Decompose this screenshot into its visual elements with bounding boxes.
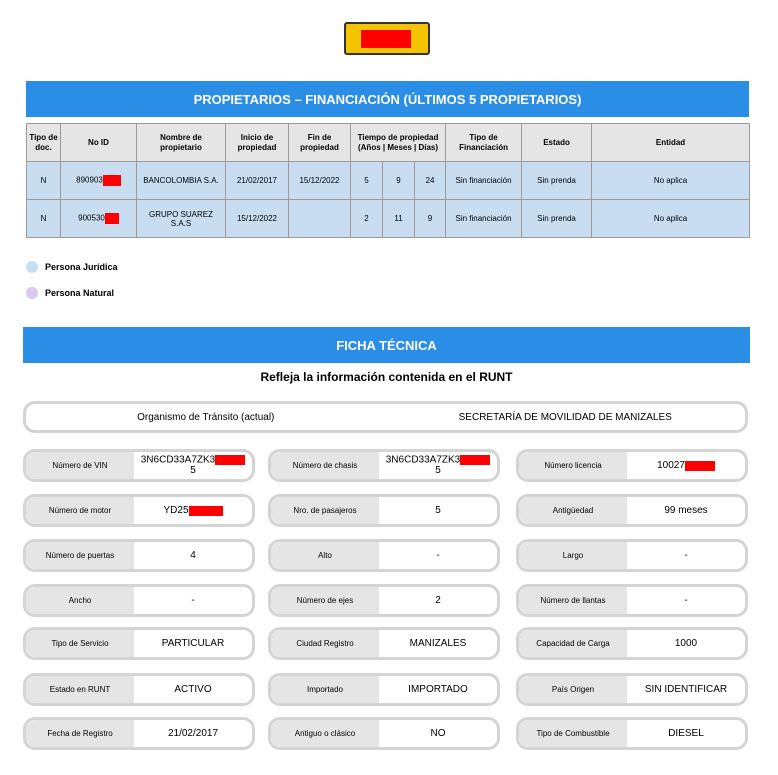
id-redaction: [103, 175, 121, 186]
field-llantas: [516, 584, 748, 617]
motor-redaction: [189, 506, 223, 516]
field-fecha-registro: [23, 717, 255, 750]
field-value: 10027: [627, 452, 745, 479]
cell-entidad: No aplica: [592, 162, 750, 200]
field-vin: [23, 449, 255, 482]
field-value: 21/02/2017: [167, 727, 219, 739]
organismo-value: SECRETARÍA DE MOVILIDAD DE MANIZALES: [458, 411, 672, 423]
licencia-redaction: [685, 461, 715, 471]
legend-label: Persona Jurídica: [45, 262, 118, 272]
cell-financiacion: Sin financiación: [446, 200, 522, 238]
field-ancho: [23, 584, 255, 617]
table-row: [27, 200, 750, 238]
cell-meses: 11: [383, 200, 415, 238]
chasis-redaction: [460, 455, 490, 465]
cell-dias: 9: [415, 200, 446, 238]
field-label: Tipo de Servicio: [26, 630, 134, 657]
field-value: MANIZALES: [409, 637, 467, 649]
field-puertas: [23, 539, 255, 572]
col-header: No ID: [61, 124, 137, 162]
field-combustible: [516, 717, 748, 750]
field-antiguo: [268, 717, 500, 750]
field-antiguedad: [516, 494, 748, 527]
field-largo: [516, 539, 748, 572]
cell-dias: 24: [415, 162, 446, 200]
cell-id: 900530: [61, 200, 137, 238]
cell-fin: [289, 200, 351, 238]
field-label: Número licencia: [519, 452, 627, 479]
field-label: Antigüedad: [519, 497, 627, 524]
field-value: 1000: [674, 637, 698, 649]
field-value: -: [684, 594, 688, 606]
field-label: Fecha de Registro: [26, 720, 134, 747]
field-importado: [268, 673, 500, 706]
field-estado-runt: [23, 673, 255, 706]
legend-label: Persona Natural: [45, 288, 115, 298]
field-label: Ancho: [26, 587, 134, 614]
field-label: Número de ejes: [271, 587, 379, 614]
legend-juridica: [26, 261, 118, 273]
cell-meses: 9: [383, 162, 415, 200]
field-label: Antiguo o clásico: [271, 720, 379, 747]
table-row: [27, 162, 750, 200]
field-value: ACTIVO: [174, 683, 212, 695]
field-value: 99 meses: [664, 504, 708, 516]
field-ejes: [268, 584, 500, 617]
field-value: YD25: [134, 497, 252, 524]
cell-id: 890903: [61, 162, 137, 200]
cell-estado: Sin prenda: [522, 162, 592, 200]
field-value: DIESEL: [668, 727, 704, 739]
field-value: 3N6CD33A7ZK3 5: [134, 452, 252, 479]
field-label: Capacidad de Carga: [519, 630, 627, 657]
cell-entidad: No aplica: [592, 200, 750, 238]
col-header: Estado: [522, 124, 592, 162]
cell-nombre: GRUPO SUAREZ S.A.S: [137, 200, 226, 238]
field-label: Número de puertas: [26, 542, 134, 569]
cell-anios: 2: [351, 200, 383, 238]
field-value: -: [436, 549, 440, 561]
organismo-box: [23, 401, 748, 433]
col-header: Inicio de propiedad: [226, 124, 289, 162]
ficha-banner: FICHA TÉCNICA: [23, 327, 750, 363]
license-plate: [344, 22, 430, 55]
id-redaction: [105, 213, 119, 224]
owners-banner: PROPIETARIOS – FINANCIACIÓN (ÚLTIMOS 5 PROPIETARIOS): [26, 81, 749, 117]
field-label: Largo: [519, 542, 627, 569]
field-chasis: [268, 449, 500, 482]
field-value: -: [684, 549, 688, 561]
cell-financiacion: Sin financiación: [446, 162, 522, 200]
cell-inicio: 15/12/2022: [226, 200, 289, 238]
table-header-row: [27, 124, 750, 162]
cell-estado: Sin prenda: [522, 200, 592, 238]
field-motor: [23, 494, 255, 527]
owners-table: [26, 123, 750, 238]
field-value: 5: [435, 504, 441, 516]
col-header: Tiempo de propiedad (Años | Meses | Días): [351, 124, 446, 162]
cell-anios: 5: [351, 162, 383, 200]
col-header: Nombre de propietario: [137, 124, 226, 162]
col-header: Fin de propiedad: [289, 124, 351, 162]
field-label: Ciudad Registro: [271, 630, 379, 657]
field-label: País Origen: [519, 676, 627, 703]
legend-natural: [26, 287, 114, 299]
cell-nombre: BANCOLOMBIA S.A.: [137, 162, 226, 200]
field-label: Importado: [271, 676, 379, 703]
vin-redaction: [215, 455, 245, 465]
field-capacidad: [516, 627, 748, 660]
field-licencia: [516, 449, 748, 482]
plate-redaction: [361, 30, 411, 48]
field-value: IMPORTADO: [408, 683, 468, 695]
field-value: SIN IDENTIFICAR: [644, 683, 728, 695]
cell-tipo: N: [27, 162, 61, 200]
field-alto: [268, 539, 500, 572]
field-label: Número de llantas: [519, 587, 627, 614]
field-label: Alto: [271, 542, 379, 569]
legend-dot-juridica: [26, 261, 38, 273]
field-servicio: [23, 627, 255, 660]
field-value: 4: [190, 549, 196, 561]
organismo-label: Organismo de Tránsito (actual): [137, 411, 275, 423]
field-label: Nro. de pasajeros: [271, 497, 379, 524]
field-label: Número de chasis: [271, 452, 379, 479]
field-label: Número de VIN: [26, 452, 134, 479]
field-value: -: [191, 594, 195, 606]
field-pais-origen: [516, 673, 748, 706]
field-ciudad: [268, 627, 500, 660]
col-header: Tipo de doc.: [27, 124, 61, 162]
field-value: 2: [435, 594, 441, 606]
cell-fin: 15/12/2022: [289, 162, 351, 200]
cell-tipo: N: [27, 200, 61, 238]
col-header: Tipo de Financiación: [446, 124, 522, 162]
field-value: 3N6CD33A7ZK3 5: [379, 452, 497, 479]
field-label: Tipo de Combustible: [519, 720, 627, 747]
col-header: Entidad: [592, 124, 750, 162]
field-pasajeros: [268, 494, 500, 527]
field-label: Número de motor: [26, 497, 134, 524]
ficha-subtitle: Refleja la información contenida en el RUNT: [260, 370, 513, 384]
field-value: NO: [430, 727, 446, 739]
cell-inicio: 21/02/2017: [226, 162, 289, 200]
legend-dot-natural: [26, 287, 38, 299]
field-label: Estado en RUNT: [26, 676, 134, 703]
field-value: PARTICULAR: [161, 637, 225, 649]
